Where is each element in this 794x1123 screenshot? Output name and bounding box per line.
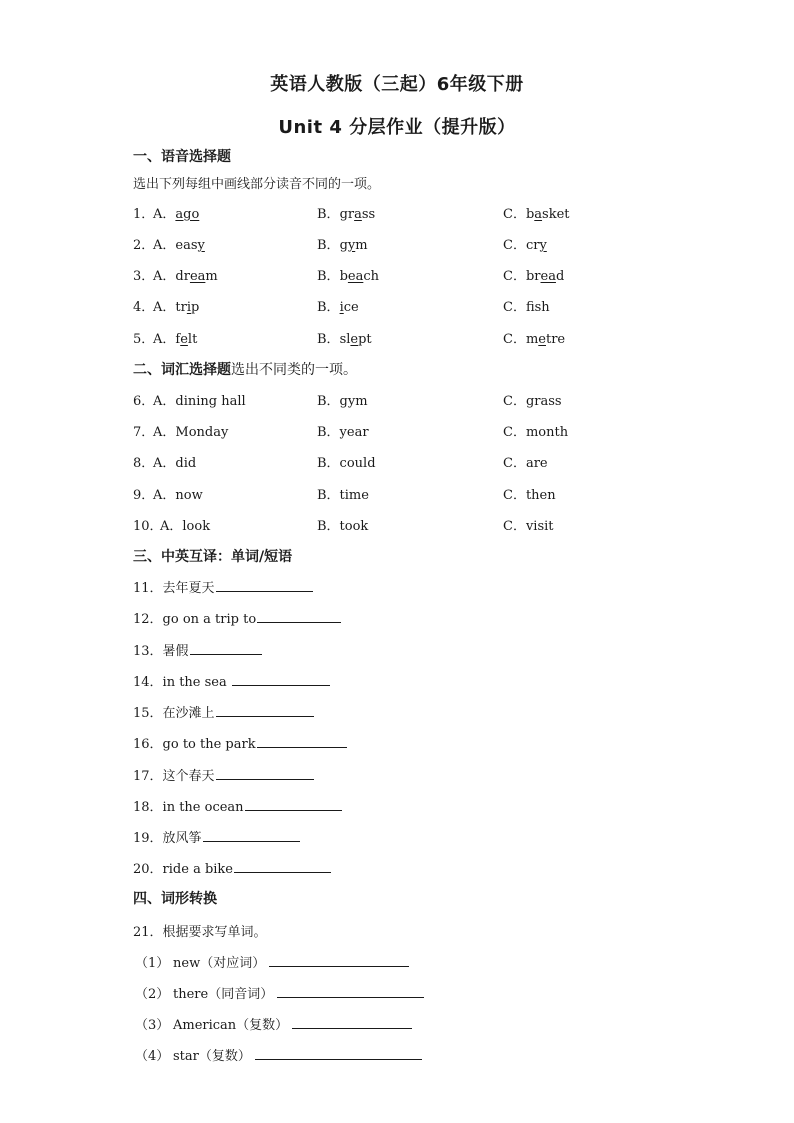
option-c[interactable] [503,203,570,222]
prompt-text: American（复数） [173,1018,289,1033]
question-row [133,265,733,285]
option-b[interactable]: B．gym [317,394,368,409]
option-pre: gr [339,207,355,222]
question-number: 3． [133,269,155,284]
option-underlined: e [180,332,188,347]
question-number: 5． [133,332,155,347]
question-number: 13． [133,644,163,659]
word-forms-question: 21．根据要求写单词。 [133,925,267,940]
option-pre: m [525,332,539,347]
option-underlined: y [539,238,547,253]
translation-row [133,608,733,628]
answer-blank[interactable] [269,952,409,967]
option-letter: A． [153,238,176,253]
answer-blank[interactable] [190,640,262,655]
option-a[interactable]: A．dining hall [153,394,246,409]
question-number: 18． [133,800,163,815]
question-row [133,328,733,348]
option-underlined: y [347,238,356,253]
prompt-text: go on a trip to [162,612,257,627]
question-number: 12． [133,612,163,627]
option-c[interactable]: C．visit [503,519,554,534]
option-letter: B． [317,269,340,284]
option-c[interactable] [503,296,550,315]
prompt-text: 在沙滩上 [162,706,215,721]
option-underlined: ea [540,269,556,284]
unit-subtitle: Unit 4 分层作业（提升版） [278,117,516,138]
option-letter: C． [503,207,526,222]
option-post: d [555,269,565,284]
translation-row [133,671,733,691]
option-c[interactable]: C．are [503,456,548,471]
answer-blank[interactable] [232,671,330,686]
prompt-text: in the sea [162,675,231,690]
option-post: ce [343,300,359,315]
option-underlined: y [197,238,205,253]
translation-row [133,640,733,660]
question-number: 4． [133,300,155,315]
question-number: 16． [133,737,163,752]
translation-row [133,733,733,753]
option-letter: C． [503,300,526,315]
question-number: 1． [133,207,155,222]
option-pre: f [175,332,181,347]
translation-row [133,702,733,722]
option-underlined: ago [175,207,200,222]
option-underlined: i [339,300,344,315]
answer-blank[interactable] [257,733,347,748]
option-post: sh [534,300,550,315]
item-number: （2） [135,987,170,1002]
option-b[interactable]: B．took [317,519,369,534]
prompt-text: 暑假 [162,644,189,659]
word-form-row [135,983,424,1002]
option-a[interactable]: A．look [160,519,211,534]
answer-blank[interactable] [292,1014,412,1029]
option-pre: cr [525,238,540,253]
option-c[interactable]: C．month [503,425,569,440]
option-letter: A． [153,207,176,222]
option-c[interactable]: C．grass [503,394,562,409]
option-post: ss [361,207,376,222]
answer-blank[interactable] [216,702,314,717]
option-pre: tr [175,300,187,315]
option-a[interactable]: A．now [153,488,203,503]
word-form-row [135,1045,422,1064]
option-a[interactable] [153,234,205,253]
option-underlined: ea [189,269,206,284]
option-c[interactable] [503,234,547,253]
question-number: 8． [133,456,155,471]
translation-row [133,796,733,816]
answer-blank[interactable] [255,1045,422,1060]
option-post: m [355,238,368,253]
item-number: （1） [135,956,170,971]
answer-blank[interactable] [203,827,300,842]
translation-row [133,577,733,597]
option-pre: f [525,300,535,315]
prompt-text: 这个春天 [162,769,215,784]
option-underlined: ea [347,269,364,284]
answer-blank[interactable] [277,983,424,998]
option-letter: B． [317,207,340,222]
prompt-text: star（复数） [173,1049,251,1064]
question-number: 2． [133,238,155,253]
option-b[interactable] [317,203,375,222]
word-form-row [135,952,409,971]
item-number: （4） [135,1049,170,1064]
question-number: 11． [133,581,163,596]
question-number: 9． [133,488,155,503]
translation-row [133,827,733,847]
option-c[interactable] [503,328,565,347]
option-pre: br [525,269,541,284]
option-pre: dr [175,269,190,284]
prompt-text: ride a bike [162,862,233,877]
section-instruction-phonics: 选出下列每组中画线部分读音不同的一项。 [133,177,381,192]
option-c[interactable] [503,265,564,284]
option-a[interactable]: A．did [153,456,197,471]
option-pre: sl [339,332,351,347]
option-post: m [205,269,218,284]
question-row [133,234,733,254]
prompt-text: in the ocean [162,800,244,815]
option-pre: eas [175,238,198,253]
answer-blank[interactable] [216,577,313,592]
option-c[interactable]: C．then [503,488,556,503]
option-a[interactable] [153,328,197,347]
prompt-text: 去年夏天 [162,581,215,596]
option-b[interactable] [317,328,372,347]
question-row [133,203,733,223]
option-a[interactable] [153,296,199,315]
option-pre: g [339,238,348,253]
option-b[interactable] [317,234,368,253]
option-letter: A． [153,269,176,284]
word-form-row [135,1014,412,1033]
prompt-text: new（对应词） [173,956,266,971]
option-underlined: e [350,332,359,347]
question-number: 17． [133,769,163,784]
prompt-text: go to the park [162,737,256,752]
question-number: 14． [133,675,163,690]
question-row [133,484,733,504]
question-row [133,296,733,316]
section-heading-word-forms: 四、词形转换 [133,891,217,907]
prompt-text: there（同音词） [173,987,274,1002]
prompt-text: 放风筝 [162,831,202,846]
option-letter: B． [317,238,340,253]
option-a[interactable]: A．Monday [153,425,229,440]
answer-blank[interactable] [234,858,331,873]
section-heading-translation: 三、中英互译：单词/短语 [133,549,293,565]
option-underlined: a [534,207,543,222]
option-post: p [191,300,200,315]
question-number: 7． [133,425,155,440]
option-a[interactable] [153,203,199,222]
worksheet-title: 英语人教版（三起）6年级下册 [270,74,524,95]
section-instruction-vocabulary: 选出不同类的一项。 [231,362,357,378]
option-letter: C． [503,332,526,347]
answer-blank[interactable] [216,765,314,780]
section-heading-vocabulary [133,359,357,379]
answer-blank[interactable] [257,608,341,623]
option-post: ch [363,269,379,284]
answer-blank[interactable] [245,796,342,811]
option-b[interactable]: B．year [317,425,369,440]
section-heading-phonics: 一、语音选择题 [133,149,231,165]
translation-row [133,765,733,785]
option-post: sket [542,207,570,222]
option-letter: B． [317,300,340,315]
question-row [133,390,733,410]
question-row [133,452,733,472]
option-letter: A． [153,300,176,315]
question-row [133,515,733,535]
option-b[interactable]: B．could [317,456,376,471]
section-heading-vocabulary-text: 二、词汇选择题 [133,362,231,378]
question-number: 6． [133,394,155,409]
question-number: 10． [133,519,163,534]
option-letter: B． [317,332,340,347]
option-post: pt [358,332,372,347]
question-number: 15． [133,706,163,721]
option-b[interactable] [317,296,359,315]
question-row [133,421,733,441]
option-letter: A． [153,332,176,347]
option-letter: C． [503,238,526,253]
option-underlined: e [538,332,546,347]
translation-row [133,858,733,878]
item-number: （3） [135,1018,170,1033]
option-b[interactable] [317,265,379,284]
option-b[interactable]: B．time [317,488,369,503]
option-post: lt [187,332,198,347]
option-post: tre [545,332,566,347]
option-pre: b [339,269,348,284]
option-underlined: i [186,300,192,315]
option-a[interactable] [153,265,218,284]
question-number: 20． [133,862,163,877]
option-letter: C． [503,269,526,284]
option-underlined: a [354,207,362,222]
question-number: 19． [133,831,163,846]
option-pre: b [525,207,535,222]
